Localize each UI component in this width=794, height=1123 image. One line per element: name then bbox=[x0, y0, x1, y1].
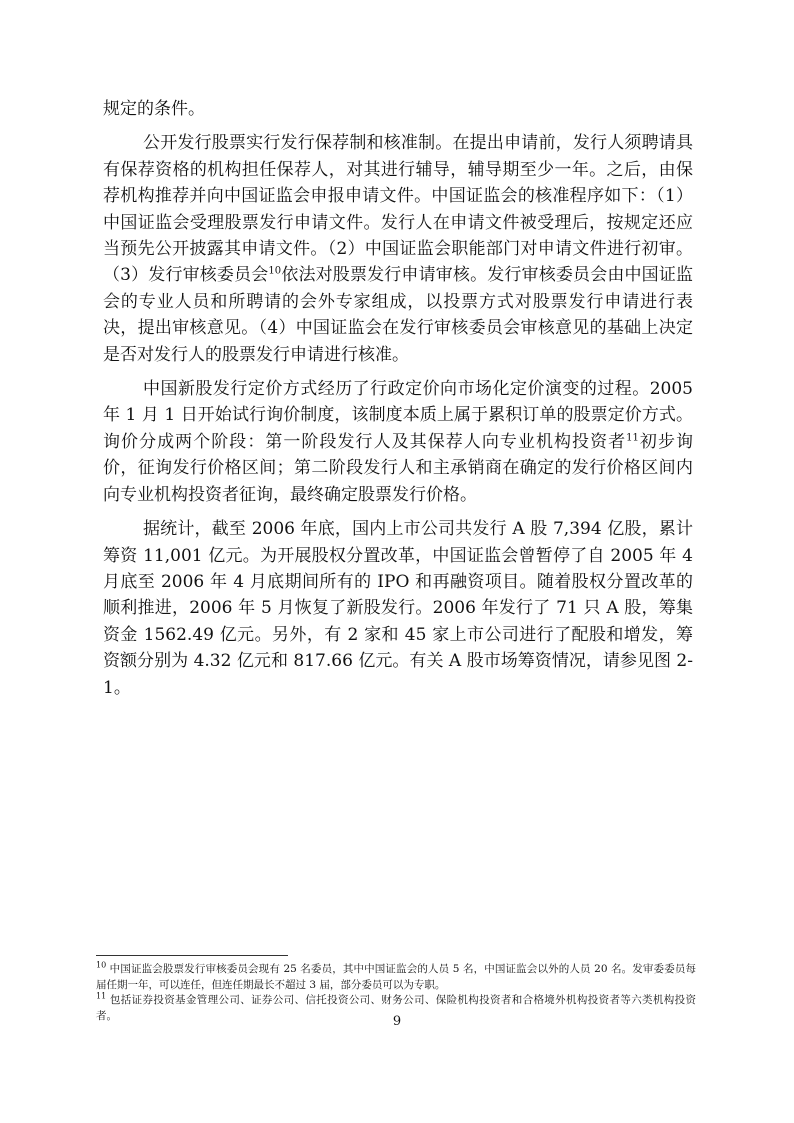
paragraph-text: 初步询价，征询发行价格区间；第二阶段发行人和主承销商在确定的发行价格区间内向专业机构投资者征询，最终确定股票发行价格。 bbox=[103, 431, 694, 505]
paragraph-text: 据统计，截至 2006 年底，国内上市公司共发行 A 股 7,394 亿股，累计筹资 11,001 亿元。为开展股权分置改革，中国证监会曾暂停了自 2005 年 4 月底至 2006 年 4 月底期间所有的 IPO 和再融资项目。随着股权分置改革的顺利推进，2006 年 5 月恢复了新股发行。2006 年发行了 71 只 A 股，筹集资金 1562.49 亿元。另外，有 2 家和 45 家上市公司进行了配股和增发，筹资额分别为 4.32 亿元和 817.66 亿元。有关 A 股市场筹资情况，请参见图 2-1。 bbox=[103, 519, 693, 698]
footnote-item bbox=[96, 962, 696, 993]
footnote-number: 11 bbox=[96, 991, 107, 1001]
footnote-divider bbox=[96, 955, 288, 956]
paragraph-statistics bbox=[103, 516, 693, 701]
body-text bbox=[103, 96, 693, 709]
paragraph-pricing bbox=[103, 376, 693, 508]
footnote-text: 中国证监会股票发行审核委员会现有 25 名委员，其中中国证监会的人员 5 名，中国证监会以外的人员 20 名。发审委委员每届任期一年，可以连任，但连任期最长不超过 3 届，部分委员可以为专职。 bbox=[96, 963, 696, 991]
paragraph-issuance-procedure bbox=[103, 130, 693, 368]
paragraph-text: 公开发行股票实行发行保荐制和核准制。在提出申请前，发行人须聘请具有保荐资格的机构担任保荐人，对其进行辅导，辅导期至少一年。之后，由保荐机构推荐并向中国证监会申报申请文件。中国证监会的核准程序如下：（1）中国证监会受理股票发行申请文件。发行人在申请文件被受理后，按规定还应当预先公开披露其申请文件。（2）中国证监会职能部门对申请文件进行初审。（3）发行审核委员会 bbox=[103, 133, 693, 286]
paragraph-text: 依法对股票发行申请审核。发行审核委员会由中国证监会的专业人员和所聘请的会外专家组成，以投票方式对股票发行申请进行表决，提出审核意见。（4）中国证监会在发行审核委员会审核意见的基础上决定是否对发行人的股票发行申请进行核准。 bbox=[103, 265, 693, 365]
footnote-reference[interactable]: 11 bbox=[626, 432, 639, 444]
paragraph-text: 中国新股发行定价方式经历了行政定价向市场化定价演变的过程。2005 年 1 月 1 日开始试行询价制度，该制度本质上属于累积订单的股票定价方式。询价分成两个阶段：第一阶段发行人及其保荐人向专业机构投资者 bbox=[103, 379, 693, 452]
footnote-text: 包括证券投资基金管理公司、证券公司、信托投资公司、财务公司、保险机构投资者和合格境外机构投资者等六类机构投资者。 bbox=[96, 994, 696, 1022]
paragraph-text: 规定的条件。 bbox=[103, 99, 205, 119]
footnote-number: 10 bbox=[96, 960, 107, 970]
page-number: 9 bbox=[392, 1014, 402, 1029]
paragraph-continuation bbox=[103, 96, 693, 122]
footnote-reference[interactable]: 10 bbox=[268, 265, 282, 277]
